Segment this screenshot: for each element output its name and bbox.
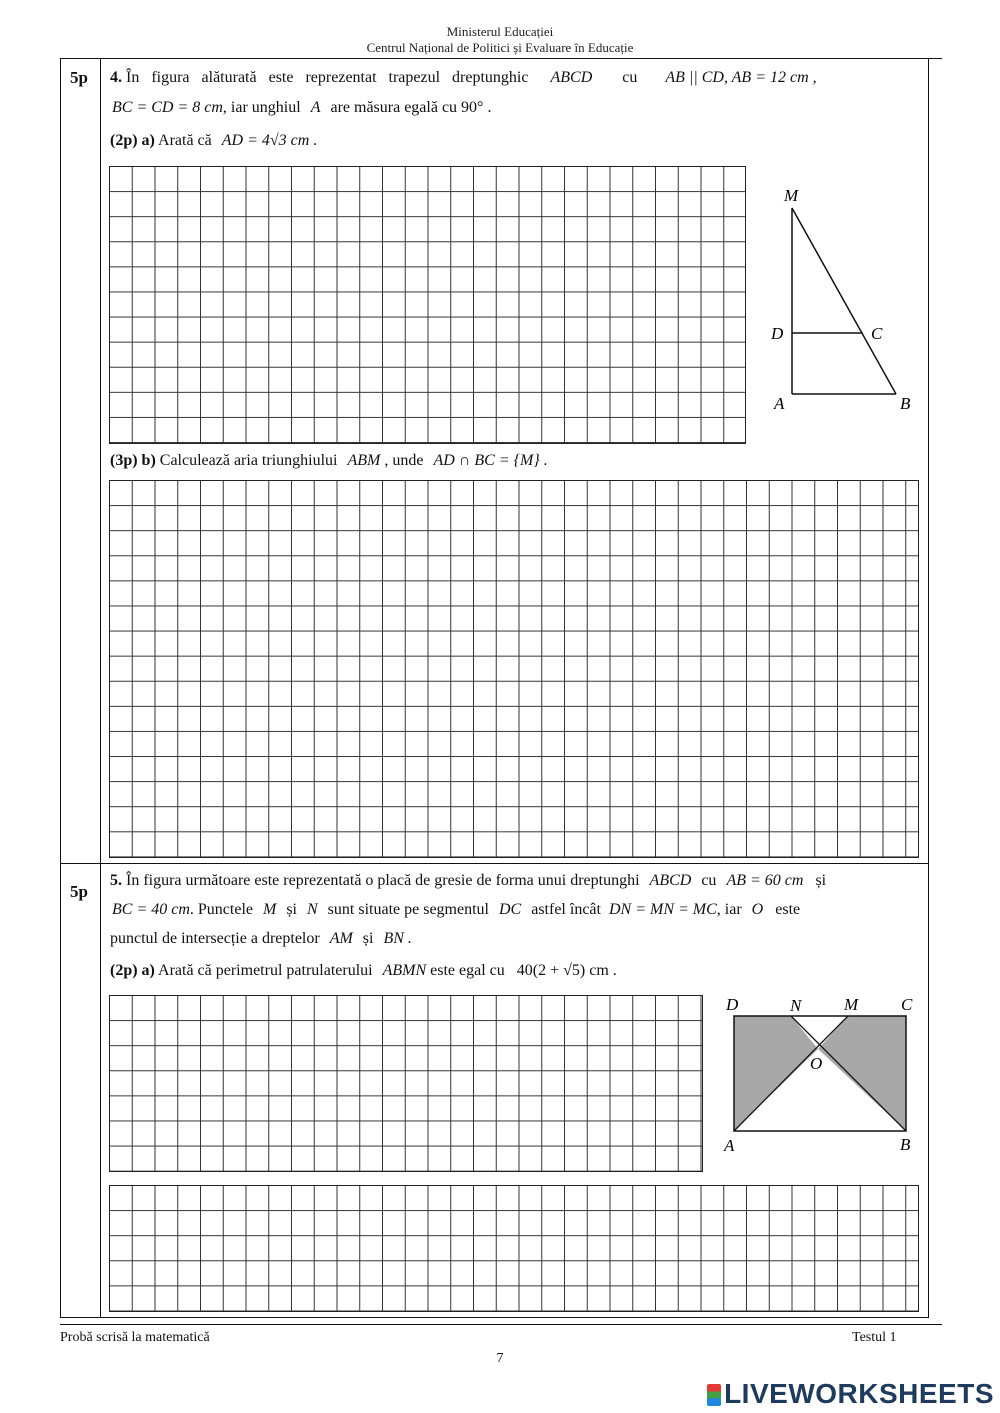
problem5-statement-line2	[112, 900, 922, 920]
problem5-bn: BN .	[383, 930, 412, 947]
problem4-statement-line1	[110, 68, 920, 88]
problem5-line3-text: punctul de intersecție a dreptelor	[110, 930, 320, 947]
table-bottom-border	[60, 1317, 929, 1318]
table-top-border	[60, 58, 942, 59]
problem5-si2: și	[286, 901, 297, 918]
problem5-line2-text2: sunt situate pe segmentul	[327, 901, 489, 918]
header-ministry: Ministerul Educației	[446, 24, 554, 39]
problem5-dc: DC	[498, 901, 522, 918]
problem4-part-b-points: (3p) b)	[110, 452, 156, 469]
problem5-line1-text: În figura următoare este reprezentată o placă de gresie de forma unui dreptunghi	[126, 872, 640, 889]
problem4-line1-text: În figura alăturată este reprezentat trapezul dreptunghic	[126, 69, 529, 86]
problem4-part-a-text: Arată că	[158, 132, 212, 149]
label-A: A	[724, 1136, 735, 1155]
answer-grid-5b[interactable]	[109, 1185, 919, 1312]
problem5-o: O	[751, 901, 764, 918]
problem5-cu: cu	[701, 872, 717, 889]
problem4-part-a-expr: AD = 4√3 cm .	[221, 132, 318, 149]
footer-subject: Probă scrisă la matematică	[60, 1330, 210, 1345]
problem4-part-b-expr: AD ∩ BC = {M} .	[433, 452, 548, 469]
problem5-bc-expr: BC = 40 cm	[112, 901, 190, 918]
label-N: N	[790, 996, 802, 1015]
problem5-abcd: ABCD	[649, 872, 692, 889]
logo-text: LIVEWORKSHEETS	[724, 1378, 994, 1409]
label-B: B	[900, 394, 911, 413]
problem4-abcd: ABCD	[550, 69, 593, 86]
problem5-score: 5p	[70, 882, 88, 901]
label-B: B	[900, 1135, 911, 1154]
problem5-part-a-text: Arată că perimetrul patrulaterului	[158, 962, 373, 979]
problem5-statement-line3	[110, 929, 412, 949]
answer-grid-4a[interactable]	[109, 166, 746, 444]
problem4-cu: cu	[622, 69, 638, 86]
label-O: O	[810, 1054, 823, 1073]
answer-grid-5a[interactable]	[109, 995, 703, 1172]
problem5-part-a-expr: 40(2 + √5) cm .	[516, 962, 617, 979]
footer-test: Testul 1	[852, 1330, 897, 1345]
segment-MB	[792, 208, 896, 394]
problem5-si3: și	[362, 930, 374, 947]
problem5-si1: și	[815, 872, 827, 889]
problem4-statement-line2	[112, 98, 491, 118]
trapezoid-figure	[760, 178, 930, 418]
label-M: M	[784, 186, 799, 205]
problem5-line2-text: . Punctele	[189, 901, 253, 918]
footer-rule	[60, 1324, 942, 1325]
problem5-part-a-abmn: ABMN	[382, 962, 427, 979]
problem5-number: 5.	[110, 872, 122, 889]
problem4-part-b-unde: , unde	[384, 452, 424, 469]
problem5-part-a	[110, 961, 617, 981]
problem5-n: N	[307, 901, 318, 918]
table-score-divider	[100, 58, 101, 1318]
problem5-ab-expr: AB = 60 cm	[726, 872, 804, 889]
answer-grid-4b[interactable]	[109, 480, 919, 858]
label-M: M	[844, 995, 859, 1014]
problem4-part-a	[110, 131, 317, 151]
problem5-eq: DN = MN = MC	[608, 901, 717, 918]
problem4-number: 4.	[110, 69, 122, 86]
problem4-part-b-text: Calculează aria triunghiului	[159, 452, 338, 469]
logo-mark-icon	[707, 1384, 721, 1406]
rectangle-figure	[718, 990, 923, 1160]
problem5-am: AM	[329, 930, 353, 947]
page-number: 7	[496, 1351, 504, 1366]
problem4-line2-text: , iar unghiul	[222, 99, 301, 116]
label-C: C	[901, 995, 913, 1014]
problem5-line2-text3: astfel încât	[531, 901, 601, 918]
table-mid-border	[60, 863, 929, 864]
problem4-part-a-points: (2p) a)	[110, 132, 155, 149]
problem4-angle-a: A	[310, 99, 321, 116]
label-A: A	[774, 394, 785, 413]
label-D: D	[726, 995, 739, 1014]
problem5-statement-line1	[110, 871, 826, 891]
problem4-cond2: BC = CD = 8 cm	[112, 99, 223, 116]
problem4-cond1: AB || CD, AB = 12 cm ,	[665, 69, 817, 86]
problem5-line2-text4: , iar	[716, 901, 742, 918]
problem4-part-b	[110, 451, 548, 471]
label-C: C	[871, 324, 883, 343]
problem5-m: M	[263, 901, 277, 918]
label-D: D	[771, 324, 784, 343]
table-left-border	[60, 58, 61, 1318]
problem5-part-a-points: (2p) a)	[110, 962, 155, 979]
header-center: Centrul Național de Politici și Evaluare în Educație	[366, 40, 634, 55]
problem4-part-b-abm: ABM	[347, 452, 381, 469]
problem5-part-a-text2: este egal cu	[430, 962, 505, 979]
problem5-este: este	[775, 901, 801, 918]
problem4-line2-end: are măsura egală cu 90° .	[330, 99, 492, 116]
problem4-score: 5p	[70, 68, 88, 87]
liveworksheets-logo[interactable]	[707, 1378, 994, 1410]
shaded-region-left	[734, 1016, 818, 1131]
